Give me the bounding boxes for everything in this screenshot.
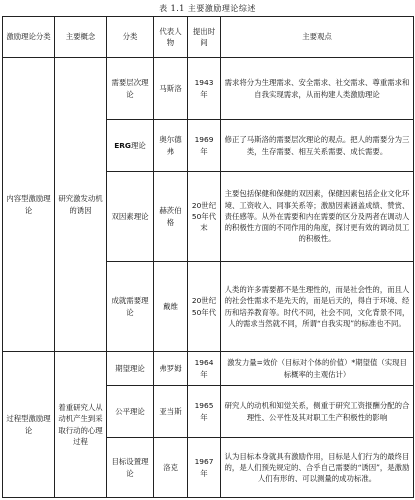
theory-name: 成就需要理论 bbox=[107, 262, 154, 352]
theory-name: 期望理论 bbox=[107, 352, 154, 386]
incentive-theory-table bbox=[2, 16, 414, 498]
header-person: 代表人物 bbox=[154, 17, 188, 58]
theory-view: 认为目标本身就具有激励作用，目标是人们行为的最终目的，是人们预先规定的、合乎自己需要的“诱因”，是激励人们有形的、可以测量的成功标准。 bbox=[221, 438, 414, 498]
theory-view: 人类的许多需要都不是生理性的，而是社会性的，而且人的社会性需求不是先天的，而是后天的，得自于环境、经历和培养教育等。时代不同，社会不同，文化背景不同，人的需求当然就不同，所谓“自我实现”的标准也不同。 bbox=[221, 262, 414, 352]
theory-person: 奥尔德弗 bbox=[154, 120, 188, 172]
header-concept: 主要概念 bbox=[55, 17, 107, 58]
theory-person: 亚当斯 bbox=[154, 386, 188, 438]
theory-year: 1965年 bbox=[188, 386, 221, 438]
category-cell-process: 过程型激励理论 bbox=[3, 352, 55, 498]
theory-person: 戴维 bbox=[154, 262, 188, 352]
table-row bbox=[3, 352, 414, 386]
theory-person: 洛克 bbox=[154, 438, 188, 498]
theory-person: 赫茨伯格 bbox=[154, 172, 188, 262]
theory-name bbox=[107, 120, 154, 172]
theory-view: 主要包括保健和保健的双因素，保健因素包括企业文化环境、工资收入、同事关系等；激励因素涵盖成绩、赞赏、责任感等。从外在需要和内在需要的区分及两者在调动人的积极性方面的不同作用的角度，探讨更有效的调动员工的积极性。 bbox=[221, 172, 414, 262]
concept-cell-process: 着重研究人从动机产生到采取行动的心理过程 bbox=[55, 352, 107, 498]
theory-name-prefix: ERG bbox=[114, 140, 131, 150]
category-cell-content: 内容型激励理论 bbox=[3, 58, 55, 352]
table-caption: 表 1.1 主要激励理论综述 bbox=[159, 4, 256, 13]
theory-person: 马斯洛 bbox=[154, 58, 188, 120]
theory-year: 1969年 bbox=[188, 120, 221, 172]
theory-view: 激发力量=效价（目标对个体的价值）*期望值（实现目标概率的主观估计） bbox=[221, 352, 414, 386]
header-type: 分类 bbox=[107, 17, 154, 58]
table-header-row bbox=[3, 17, 414, 58]
header-view: 主要观点 bbox=[221, 17, 414, 58]
theory-view: 需求将分为生理需求、安全需求、社交需求、尊重需求和自我实现需求，从而构建人类激励理论 bbox=[221, 58, 414, 120]
concept-cell-content: 研究激发动机的诱因 bbox=[55, 58, 107, 352]
header-time: 提出时间 bbox=[188, 17, 221, 58]
theory-year: 1943年 bbox=[188, 58, 221, 120]
theory-year: 1964年 bbox=[188, 352, 221, 386]
theory-year: 1967年 bbox=[188, 438, 221, 498]
theory-name: 需要层次理论 bbox=[107, 58, 154, 120]
theory-name: 公平理论 bbox=[107, 386, 154, 438]
theory-person: 弗罗姆 bbox=[154, 352, 188, 386]
header-category: 激励理论分类 bbox=[3, 17, 55, 58]
theory-year: 20世纪50年代末 bbox=[188, 172, 221, 262]
table-row bbox=[3, 58, 414, 120]
theory-name: 双因素理论 bbox=[107, 172, 154, 262]
theory-name-suffix: 理论 bbox=[131, 140, 146, 150]
theory-name: 目标设置理论 bbox=[107, 438, 154, 498]
theory-view: 研究人的动机和知觉关系，侧重于研究工资报酬分配的合理性、公平性及其对职工生产积极性的影响 bbox=[221, 386, 414, 438]
theory-year: 20世纪50年代 bbox=[188, 262, 221, 352]
theory-view: 修正了马斯洛的需要层次理论的观点。把人的需要分为三类，生存需要、相互关系需要、成长需要。 bbox=[221, 120, 414, 172]
